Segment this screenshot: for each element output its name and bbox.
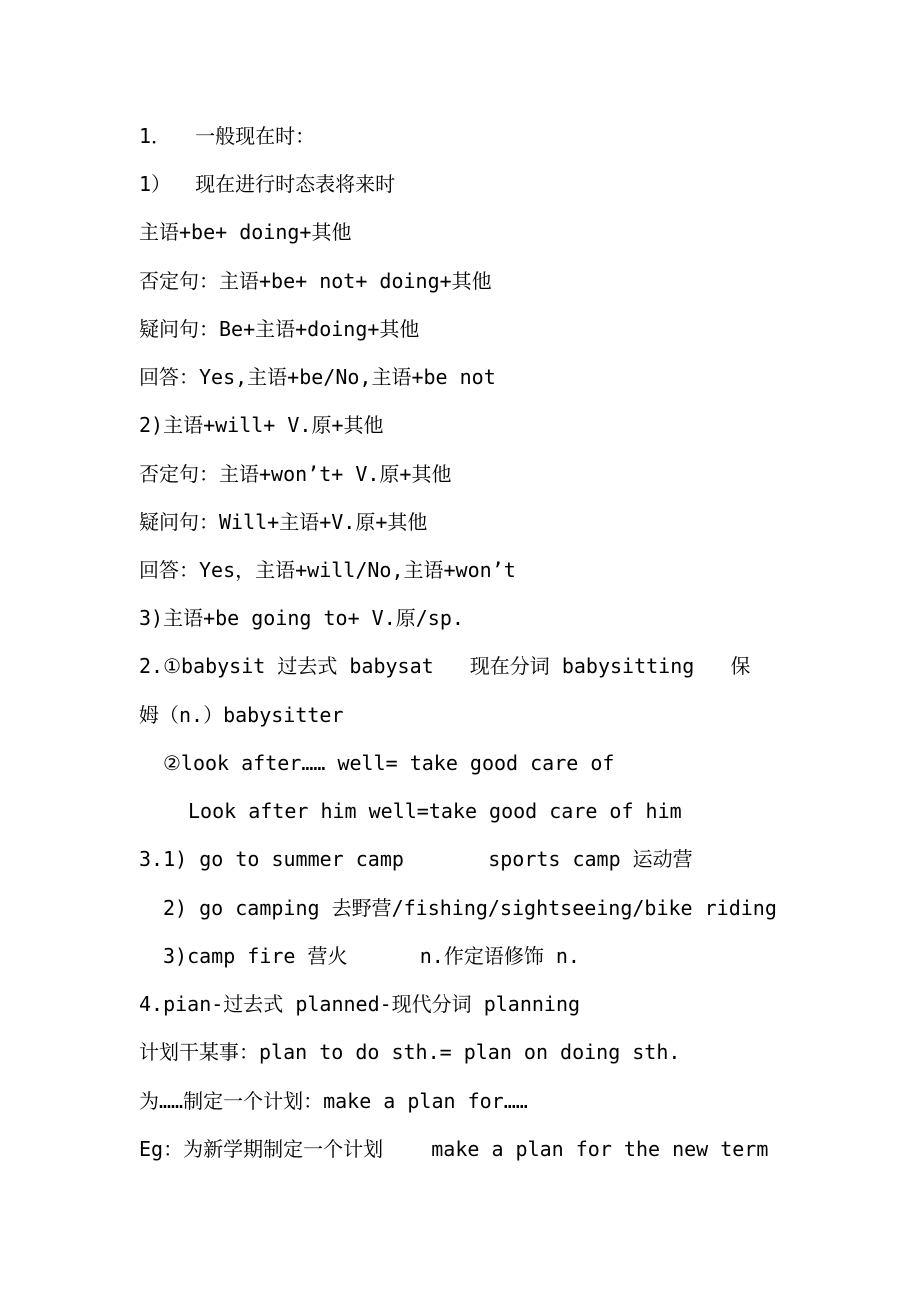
subheading-present-progressive-future: 1） 现在进行时态表将来时 xyxy=(139,172,396,196)
text-line: 疑问句：Will+主语+V.原+其他 xyxy=(139,510,428,534)
text-line: 3.1) go to summer camp sports camp 运动营 xyxy=(139,847,693,871)
text-line: 疑问句：Be+主语+doing+其他 xyxy=(139,317,420,341)
text-line: 2.①babysit 过去式 babysat 现在分词 babysitting 保 xyxy=(139,654,751,678)
text-line: 3)主语+be going to+ V.原/sp. xyxy=(139,606,464,630)
text-line: 2) go camping 去野营/fishing/sightseeing/bike riding xyxy=(163,896,777,920)
text-line: 3)camp fire 营火 n.作定语修饰 n. xyxy=(163,944,580,968)
text-line: 2)主语+will+ V.原+其他 xyxy=(139,413,384,437)
text-line: 计划干某事：plan to do sth.= plan on doing sth. xyxy=(139,1040,681,1064)
heading-simple-present: 1． 一般现在时： xyxy=(139,124,316,148)
text-line: ②look after…… well= take good care of xyxy=(163,751,615,775)
text-line: 4.pian-过去式 planned-现代分词 planning xyxy=(139,992,581,1016)
text-line: Look after him well=take good care of him xyxy=(188,799,682,823)
text-line: 主语+be+ doing+其他 xyxy=(139,220,352,244)
text-line: 为……制定一个计划：make a plan for…… xyxy=(139,1089,528,1113)
text-line: 回答：Yes,主语+be/No,主语+be not xyxy=(139,365,496,389)
text-line: 否定句：主语+won’t+ V.原+其他 xyxy=(139,462,452,486)
text-line: 否定句：主语+be+ not+ doing+其他 xyxy=(139,269,492,293)
text-line: 回答：Yes，主语+will/No,主语+won’t xyxy=(139,558,516,582)
text-line: 姆（n.）babysitter xyxy=(139,703,344,727)
text-line: Eg：为新学期制定一个计划 make a plan for the new term xyxy=(139,1137,769,1161)
